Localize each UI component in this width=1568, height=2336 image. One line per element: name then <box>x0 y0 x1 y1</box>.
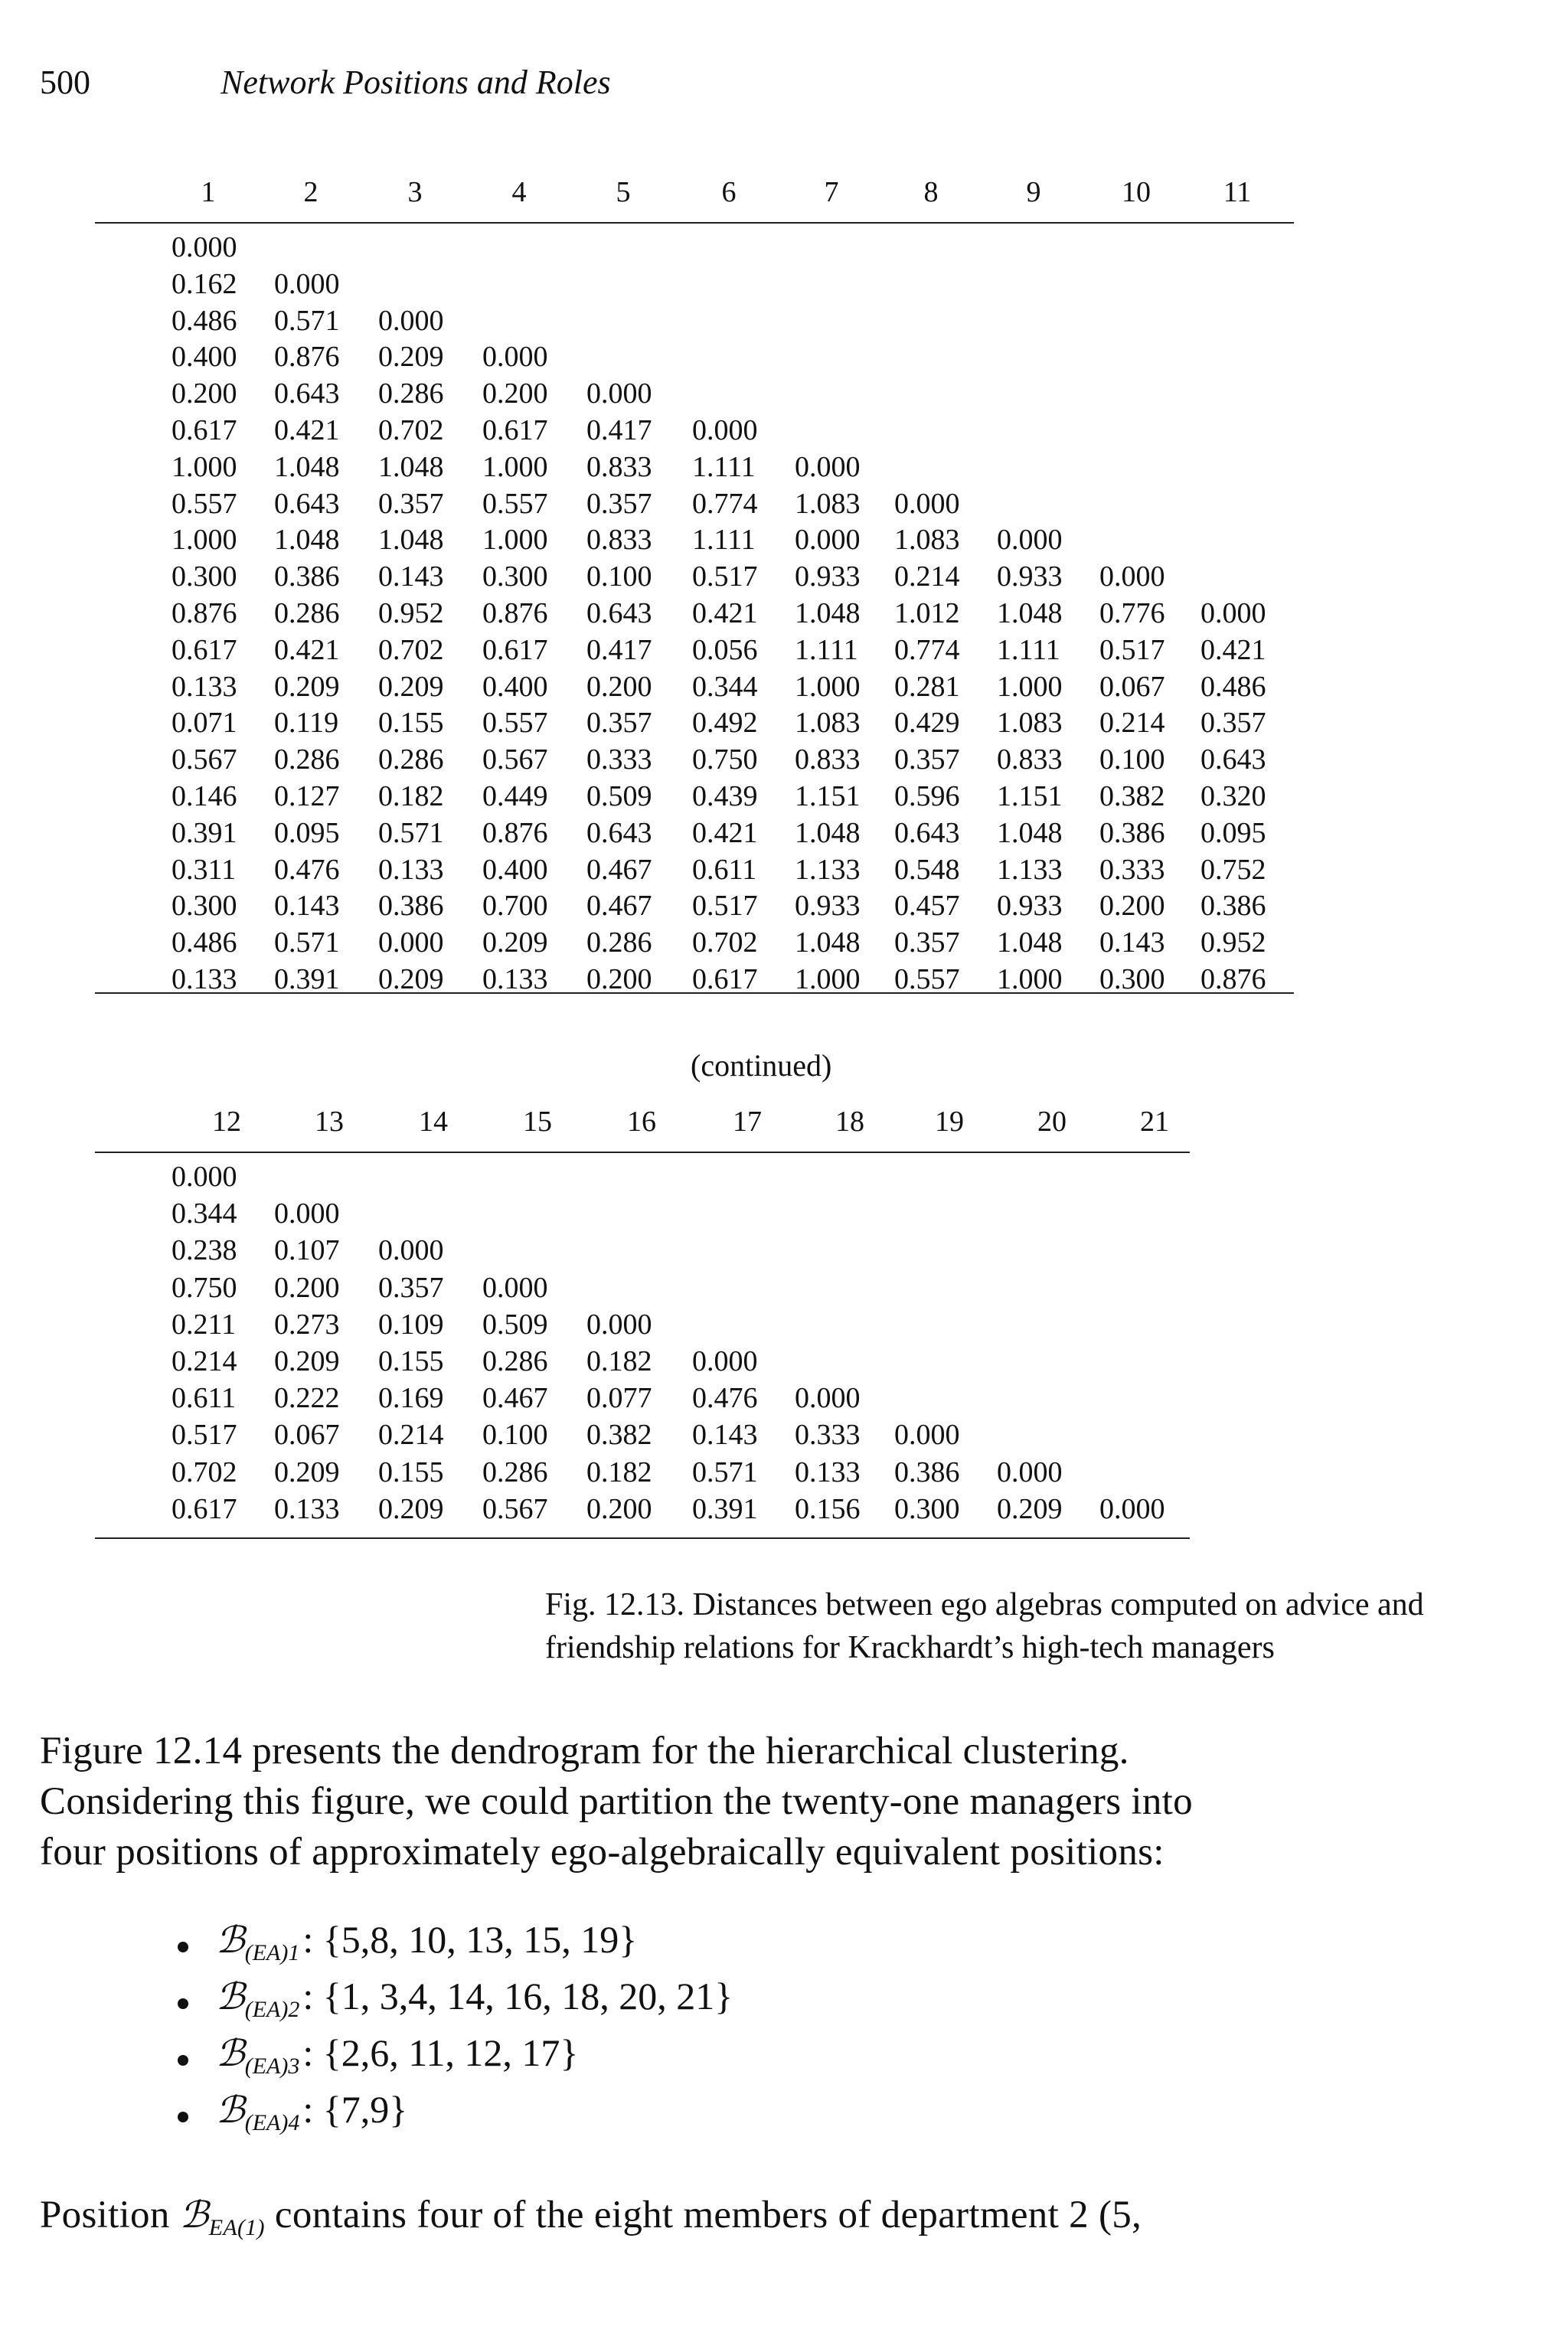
table-cell: 0.286 <box>378 377 444 410</box>
table-cell: 0.567 <box>482 1492 548 1525</box>
table-cell: 0.643 <box>274 487 340 520</box>
table-cell: 0.000 <box>172 231 237 263</box>
table-cell: 0.492 <box>692 707 758 740</box>
table-cell: 0.417 <box>586 633 652 666</box>
table-cell: 0.702 <box>172 1456 237 1488</box>
column-header: 12 <box>212 1106 241 1138</box>
table-cell: 0.209 <box>274 1345 340 1377</box>
table-cell: 0.421 <box>692 597 758 629</box>
table-cell: 0.596 <box>894 780 960 812</box>
table-cell: 0.300 <box>172 890 237 923</box>
table-cell: 0.320 <box>1200 780 1266 812</box>
table-cell: 1.111 <box>692 524 756 557</box>
column-header: 14 <box>419 1106 448 1138</box>
bullet-icon <box>178 1998 188 2009</box>
column-header: 17 <box>733 1106 762 1138</box>
table-cell: 0.876 <box>172 597 237 629</box>
table-cell: 1.133 <box>997 853 1063 886</box>
table-cell: 0.517 <box>172 1419 237 1452</box>
table-cell: 0.000 <box>894 1419 960 1452</box>
table-cell: 1.111 <box>997 633 1060 666</box>
table-cell: 0.643 <box>586 816 652 849</box>
table-cell: 0.200 <box>274 1271 340 1304</box>
table-cell: 0.214 <box>172 1345 237 1377</box>
table-cell: 0.557 <box>172 487 237 520</box>
table-cell: 0.182 <box>586 1456 652 1488</box>
table-cell: 0.344 <box>692 670 758 703</box>
column-header: 2 <box>303 176 318 208</box>
table-cell: 0.833 <box>586 450 652 483</box>
table-cell: 0.286 <box>482 1345 548 1377</box>
position-symbol: ℬ <box>216 1977 245 2017</box>
table-cell: 0.571 <box>274 926 340 959</box>
position-subscript: (EA)2 <box>244 1997 300 2022</box>
table-cell: 0.119 <box>274 707 339 740</box>
table-cell: 0.391 <box>172 816 237 849</box>
table-cell: 0.133 <box>172 963 237 995</box>
table-cell: 0.000 <box>1200 597 1266 629</box>
table-cell: 0.214 <box>378 1419 444 1452</box>
table-cell: 0.300 <box>894 1492 960 1525</box>
table-cell: 0.000 <box>692 1345 758 1377</box>
table-cell: 1.000 <box>795 963 861 995</box>
table-cell: 0.571 <box>378 816 444 849</box>
table-cell: 0.100 <box>586 560 652 593</box>
table-cell: 0.209 <box>378 341 444 374</box>
table-cell: 1.083 <box>894 524 960 557</box>
table-cell: 0.439 <box>692 780 758 812</box>
table-cell: 0.517 <box>692 560 758 593</box>
table-cell: 0.200 <box>586 963 652 995</box>
table-cell: 0.067 <box>274 1419 340 1452</box>
table-cell: 0.357 <box>586 707 652 740</box>
table-cell: 1.048 <box>795 816 861 849</box>
table-cell: 0.391 <box>692 1492 758 1525</box>
table-cell: 0.222 <box>274 1382 340 1415</box>
table-cell: 0.876 <box>274 341 340 374</box>
table-cell: 0.557 <box>482 707 548 740</box>
table-cell: 1.083 <box>795 707 861 740</box>
table-cell: 0.000 <box>692 414 758 446</box>
table-cell: 0.000 <box>482 341 548 374</box>
table-cell: 0.357 <box>894 743 960 776</box>
table-cell: 0.417 <box>586 414 652 446</box>
paragraph-last-line <box>40 2190 1142 2246</box>
table-cell: 0.421 <box>1200 633 1266 666</box>
table-cell: 1.048 <box>795 597 861 629</box>
column-header: 5 <box>616 176 631 208</box>
table-cell: 1.000 <box>795 670 861 703</box>
table-cell: 0.200 <box>1099 890 1165 923</box>
table-cell: 0.400 <box>482 853 548 886</box>
table-rule <box>95 222 1294 224</box>
table-cell: 0.155 <box>378 1456 444 1488</box>
table-cell: 0.833 <box>997 743 1063 776</box>
table-cell: 0.095 <box>274 816 340 849</box>
table-cell: 0.548 <box>894 853 960 886</box>
table-cell: 0.643 <box>894 816 960 849</box>
table-cell: 0.000 <box>1099 1492 1165 1525</box>
table-cell: 0.056 <box>692 633 758 666</box>
table-cell: 0.143 <box>378 560 444 593</box>
table-cell: 0.000 <box>586 377 652 410</box>
table-cell: 0.333 <box>586 743 652 776</box>
column-header: 19 <box>935 1106 964 1138</box>
table-cell: 0.833 <box>795 743 861 776</box>
table-cell: 0.344 <box>172 1197 237 1230</box>
column-header: 21 <box>1140 1106 1169 1138</box>
table-cell: 0.476 <box>274 853 340 886</box>
table-cell: 0.000 <box>795 524 861 557</box>
paragraph-line-3: four positions of approximately ego-algebraically equivalent positions: <box>40 1831 1165 1874</box>
table-cell: 0.509 <box>586 780 652 812</box>
table-cell: 0.000 <box>378 1234 444 1267</box>
table-cell: 1.048 <box>378 524 444 557</box>
table-cell: 0.833 <box>586 524 652 557</box>
table-cell: 0.000 <box>795 450 861 483</box>
table-cell: 0.611 <box>172 1382 237 1415</box>
table-cell: 0.571 <box>692 1456 758 1488</box>
table-cell: 0.000 <box>795 1382 861 1415</box>
table-cell: 1.111 <box>692 450 756 483</box>
table-cell: 0.000 <box>274 1197 340 1230</box>
table-cell: 0.162 <box>172 267 237 300</box>
table-cell: 1.048 <box>997 816 1063 849</box>
table-cell: 1.048 <box>274 524 340 557</box>
table-cell: 0.077 <box>586 1382 652 1415</box>
table-cell: 0.000 <box>894 487 960 520</box>
table-cell: 0.876 <box>1200 963 1266 995</box>
table-cell: 0.156 <box>795 1492 861 1525</box>
table-cell: 0.333 <box>1099 853 1165 886</box>
table-cell: 0.281 <box>894 670 960 703</box>
table-cell: 0.643 <box>586 597 652 629</box>
position-members: : {5,8, 10, 13, 15, 19} <box>302 1918 638 1961</box>
table-cell: 1.048 <box>795 926 861 959</box>
table-cell: 0.000 <box>274 267 340 300</box>
column-header: 18 <box>835 1106 864 1138</box>
table-cell: 0.133 <box>378 853 444 886</box>
table-cell: 0.209 <box>997 1492 1063 1525</box>
table-cell: 0.386 <box>378 890 444 923</box>
column-header: 11 <box>1223 176 1252 208</box>
table-cell: 1.012 <box>894 597 960 629</box>
table-cell: 0.100 <box>482 1419 548 1452</box>
continued-label: (continued) <box>691 1048 832 1083</box>
position-members: : {2,6, 11, 12, 17} <box>302 2031 579 2074</box>
table-cell: 0.209 <box>378 1492 444 1525</box>
column-header: 10 <box>1122 176 1151 208</box>
table-cell: 0.155 <box>378 707 444 740</box>
column-header: 6 <box>721 176 737 208</box>
table-cell: 0.300 <box>172 560 237 593</box>
table-cell: 0.476 <box>692 1382 758 1415</box>
table-cell: 0.429 <box>894 707 960 740</box>
table-cell: 0.449 <box>482 780 548 812</box>
table-cell: 0.702 <box>692 926 758 959</box>
table-cell: 0.000 <box>997 1456 1063 1488</box>
table-cell: 0.517 <box>1099 633 1165 666</box>
table-cell: 0.109 <box>378 1308 444 1341</box>
table-cell: 0.386 <box>274 560 340 593</box>
table-cell: 0.702 <box>378 633 444 666</box>
table-cell: 0.209 <box>274 670 340 703</box>
table-cell: 1.111 <box>795 633 858 666</box>
table-cell: 0.750 <box>172 1271 237 1304</box>
table-cell: 0.611 <box>692 853 757 886</box>
table-cell: 1.151 <box>795 780 861 812</box>
running-title: Network Positions and Roles <box>220 64 611 101</box>
table-cell: 1.083 <box>997 707 1063 740</box>
table-rule <box>95 1152 1190 1153</box>
table-cell: 0.933 <box>795 890 861 923</box>
position-subscript: (EA)4 <box>244 2110 300 2135</box>
table-cell: 0.238 <box>172 1234 237 1267</box>
position-members: : {1, 3,4, 14, 16, 18, 20, 21} <box>302 1975 733 2017</box>
table-cell: 0.214 <box>894 560 960 593</box>
position-members: : {7,9} <box>302 2088 408 2131</box>
column-header: 16 <box>627 1106 656 1138</box>
table-cell: 0.952 <box>1200 926 1266 959</box>
page-number: 500 <box>40 64 90 101</box>
table-cell: 0.467 <box>482 1382 548 1415</box>
column-header: 15 <box>523 1106 552 1138</box>
table-cell: 0.557 <box>894 963 960 995</box>
table-cell: 0.300 <box>1099 963 1165 995</box>
table-cell: 0.300 <box>482 560 548 593</box>
position-subscript: (EA)3 <box>244 2053 300 2079</box>
table-cell: 0.400 <box>172 341 237 374</box>
table-cell: 0.286 <box>274 597 340 629</box>
table-cell: 1.000 <box>482 450 548 483</box>
table-cell: 1.151 <box>997 780 1063 812</box>
position-symbol: ℬ <box>216 2034 245 2074</box>
table-cell: 0.386 <box>1200 890 1266 923</box>
table-cell: 0.774 <box>692 487 758 520</box>
table-cell: 0.517 <box>692 890 758 923</box>
table-cell: 0.617 <box>172 633 237 666</box>
bullet-icon <box>178 2055 188 2066</box>
table-cell: 0.143 <box>1099 926 1165 959</box>
list-item <box>216 1974 733 2022</box>
table-cell: 0.000 <box>482 1271 548 1304</box>
table-cell: 0.200 <box>172 377 237 410</box>
table-cell: 0.876 <box>482 816 548 849</box>
table-cell: 0.209 <box>274 1456 340 1488</box>
table-cell: 0.000 <box>378 926 444 959</box>
table-cell: 0.067 <box>1099 670 1165 703</box>
table-cell: 1.048 <box>997 926 1063 959</box>
table-cell: 0.127 <box>274 780 340 812</box>
table-cell: 1.048 <box>378 450 444 483</box>
column-header: 1 <box>201 176 216 208</box>
table-cell: 0.143 <box>692 1419 758 1452</box>
table-cell: 0.421 <box>274 414 340 446</box>
table-cell: 0.933 <box>997 560 1063 593</box>
table-cell: 0.467 <box>586 853 652 886</box>
column-header: 20 <box>1037 1106 1067 1138</box>
table-cell: 0.143 <box>274 890 340 923</box>
table-cell: 0.421 <box>274 633 340 666</box>
table-cell: 0.200 <box>586 1492 652 1525</box>
table-cell: 0.382 <box>1099 780 1165 812</box>
last-line-suffix: contains four of the eight members of department 2 (5, <box>264 2194 1142 2236</box>
table-cell: 0.133 <box>274 1492 340 1525</box>
table-cell: 0.286 <box>482 1456 548 1488</box>
table-cell: 0.133 <box>795 1456 861 1488</box>
table-cell: 0.750 <box>692 743 758 776</box>
table-cell: 0.386 <box>1099 816 1165 849</box>
figure-caption-line-2: friendship relations for Krackhardt’s high-tech managers <box>545 1630 1275 1665</box>
table-cell: 0.209 <box>482 926 548 959</box>
table-cell: 1.000 <box>172 450 237 483</box>
table-cell: 0.000 <box>586 1308 652 1341</box>
table-cell: 0.467 <box>586 890 652 923</box>
table-cell: 0.776 <box>1099 597 1165 629</box>
column-header: 4 <box>511 176 527 208</box>
table-cell: 0.286 <box>586 926 652 959</box>
table-cell: 0.357 <box>378 1271 444 1304</box>
table-cell: 0.617 <box>172 414 237 446</box>
table-cell: 0.286 <box>274 743 340 776</box>
table-cell: 0.273 <box>274 1308 340 1341</box>
table-cell: 1.000 <box>482 524 548 557</box>
list-item <box>216 2031 579 2079</box>
table-cell: 0.509 <box>482 1308 548 1341</box>
table-cell: 0.311 <box>172 853 237 886</box>
table-cell: 0.617 <box>692 963 758 995</box>
table-cell: 0.100 <box>1099 743 1165 776</box>
position-symbol: ℬ <box>216 2090 245 2131</box>
table-cell: 0.169 <box>378 1382 444 1415</box>
table-cell: 0.617 <box>482 414 548 446</box>
list-item <box>216 1917 638 1965</box>
table-cell: 0.421 <box>692 816 758 849</box>
table-cell: 1.000 <box>172 524 237 557</box>
table-cell: 1.048 <box>274 450 340 483</box>
column-header: 13 <box>315 1106 344 1138</box>
last-line-prefix: Position <box>40 2194 180 2236</box>
table-cell: 0.200 <box>586 670 652 703</box>
position-symbol: ℬ <box>179 2195 209 2236</box>
table-cell: 0.617 <box>172 1492 237 1525</box>
table-cell: 1.000 <box>997 963 1063 995</box>
paragraph-line-2: Considering this figure, we could partition the twenty-one managers into <box>40 1780 1193 1823</box>
table-cell: 0.702 <box>378 414 444 446</box>
table-cell: 0.557 <box>482 487 548 520</box>
table-cell: 1.048 <box>997 597 1063 629</box>
table-cell: 0.386 <box>894 1456 960 1488</box>
column-header: 8 <box>923 176 939 208</box>
table-cell: 0.333 <box>795 1419 861 1452</box>
list-item <box>216 2087 408 2135</box>
table-cell: 0.391 <box>274 963 340 995</box>
figure-caption-line-1: Fig. 12.13. Distances between ego algebras computed on advice and <box>545 1587 1424 1622</box>
position-subscript: EA(1) <box>208 2215 265 2240</box>
table-cell: 0.567 <box>172 743 237 776</box>
table-cell: 0.571 <box>274 304 340 337</box>
table-cell: 0.952 <box>378 597 444 629</box>
position-symbol: ℬ <box>216 1920 245 1961</box>
table-cell: 0.211 <box>172 1308 237 1341</box>
table-cell: 0.107 <box>274 1234 340 1267</box>
table-cell: 0.357 <box>1200 707 1266 740</box>
paragraph-line-1: Figure 12.14 presents the dendrogram for the hierarchical clustering. <box>40 1730 1129 1772</box>
table-cell: 0.643 <box>1200 743 1266 776</box>
table-cell: 0.133 <box>482 963 548 995</box>
table-cell: 0.933 <box>997 890 1063 923</box>
table-cell: 0.133 <box>172 670 237 703</box>
table-cell: 1.133 <box>795 853 861 886</box>
bullet-icon <box>178 1942 188 1952</box>
table-cell: 0.486 <box>1200 670 1266 703</box>
table-rule <box>95 1537 1190 1539</box>
table-cell: 0.357 <box>894 926 960 959</box>
table-cell: 0.000 <box>1099 560 1165 593</box>
table-cell: 0.286 <box>378 743 444 776</box>
table-cell: 0.933 <box>795 560 861 593</box>
column-header: 9 <box>1026 176 1041 208</box>
table-cell: 0.400 <box>482 670 548 703</box>
table-cell: 0.209 <box>378 670 444 703</box>
table-cell: 0.486 <box>172 304 237 337</box>
table-cell: 1.083 <box>795 487 861 520</box>
table-cell: 0.486 <box>172 926 237 959</box>
table-cell: 0.200 <box>482 377 548 410</box>
table-cell: 0.182 <box>378 780 444 812</box>
table-cell: 0.146 <box>172 780 237 812</box>
table-cell: 0.095 <box>1200 816 1266 849</box>
table-cell: 0.071 <box>172 707 237 740</box>
table-cell: 0.155 <box>378 1345 444 1377</box>
table-cell: 1.000 <box>997 670 1063 703</box>
table-cell: 0.774 <box>894 633 960 666</box>
table-cell: 0.876 <box>482 597 548 629</box>
table-cell: 0.182 <box>586 1345 652 1377</box>
table-cell: 0.357 <box>586 487 652 520</box>
table-cell: 0.000 <box>378 304 444 337</box>
bullet-icon <box>178 2112 188 2122</box>
table-cell: 0.752 <box>1200 853 1266 886</box>
table-cell: 0.643 <box>274 377 340 410</box>
table-cell: 0.000 <box>997 524 1063 557</box>
table-cell: 0.214 <box>1099 707 1165 740</box>
table-cell: 0.567 <box>482 743 548 776</box>
table-cell: 0.700 <box>482 890 548 923</box>
column-header: 3 <box>407 176 423 208</box>
table-cell: 0.209 <box>378 963 444 995</box>
table-cell: 0.382 <box>586 1419 652 1452</box>
column-header: 7 <box>824 176 839 208</box>
table-cell: 0.357 <box>378 487 444 520</box>
position-subscript: (EA)1 <box>244 1940 300 1965</box>
table-cell: 0.000 <box>172 1161 237 1193</box>
table-cell: 0.457 <box>894 890 960 923</box>
table-cell: 0.617 <box>482 633 548 666</box>
